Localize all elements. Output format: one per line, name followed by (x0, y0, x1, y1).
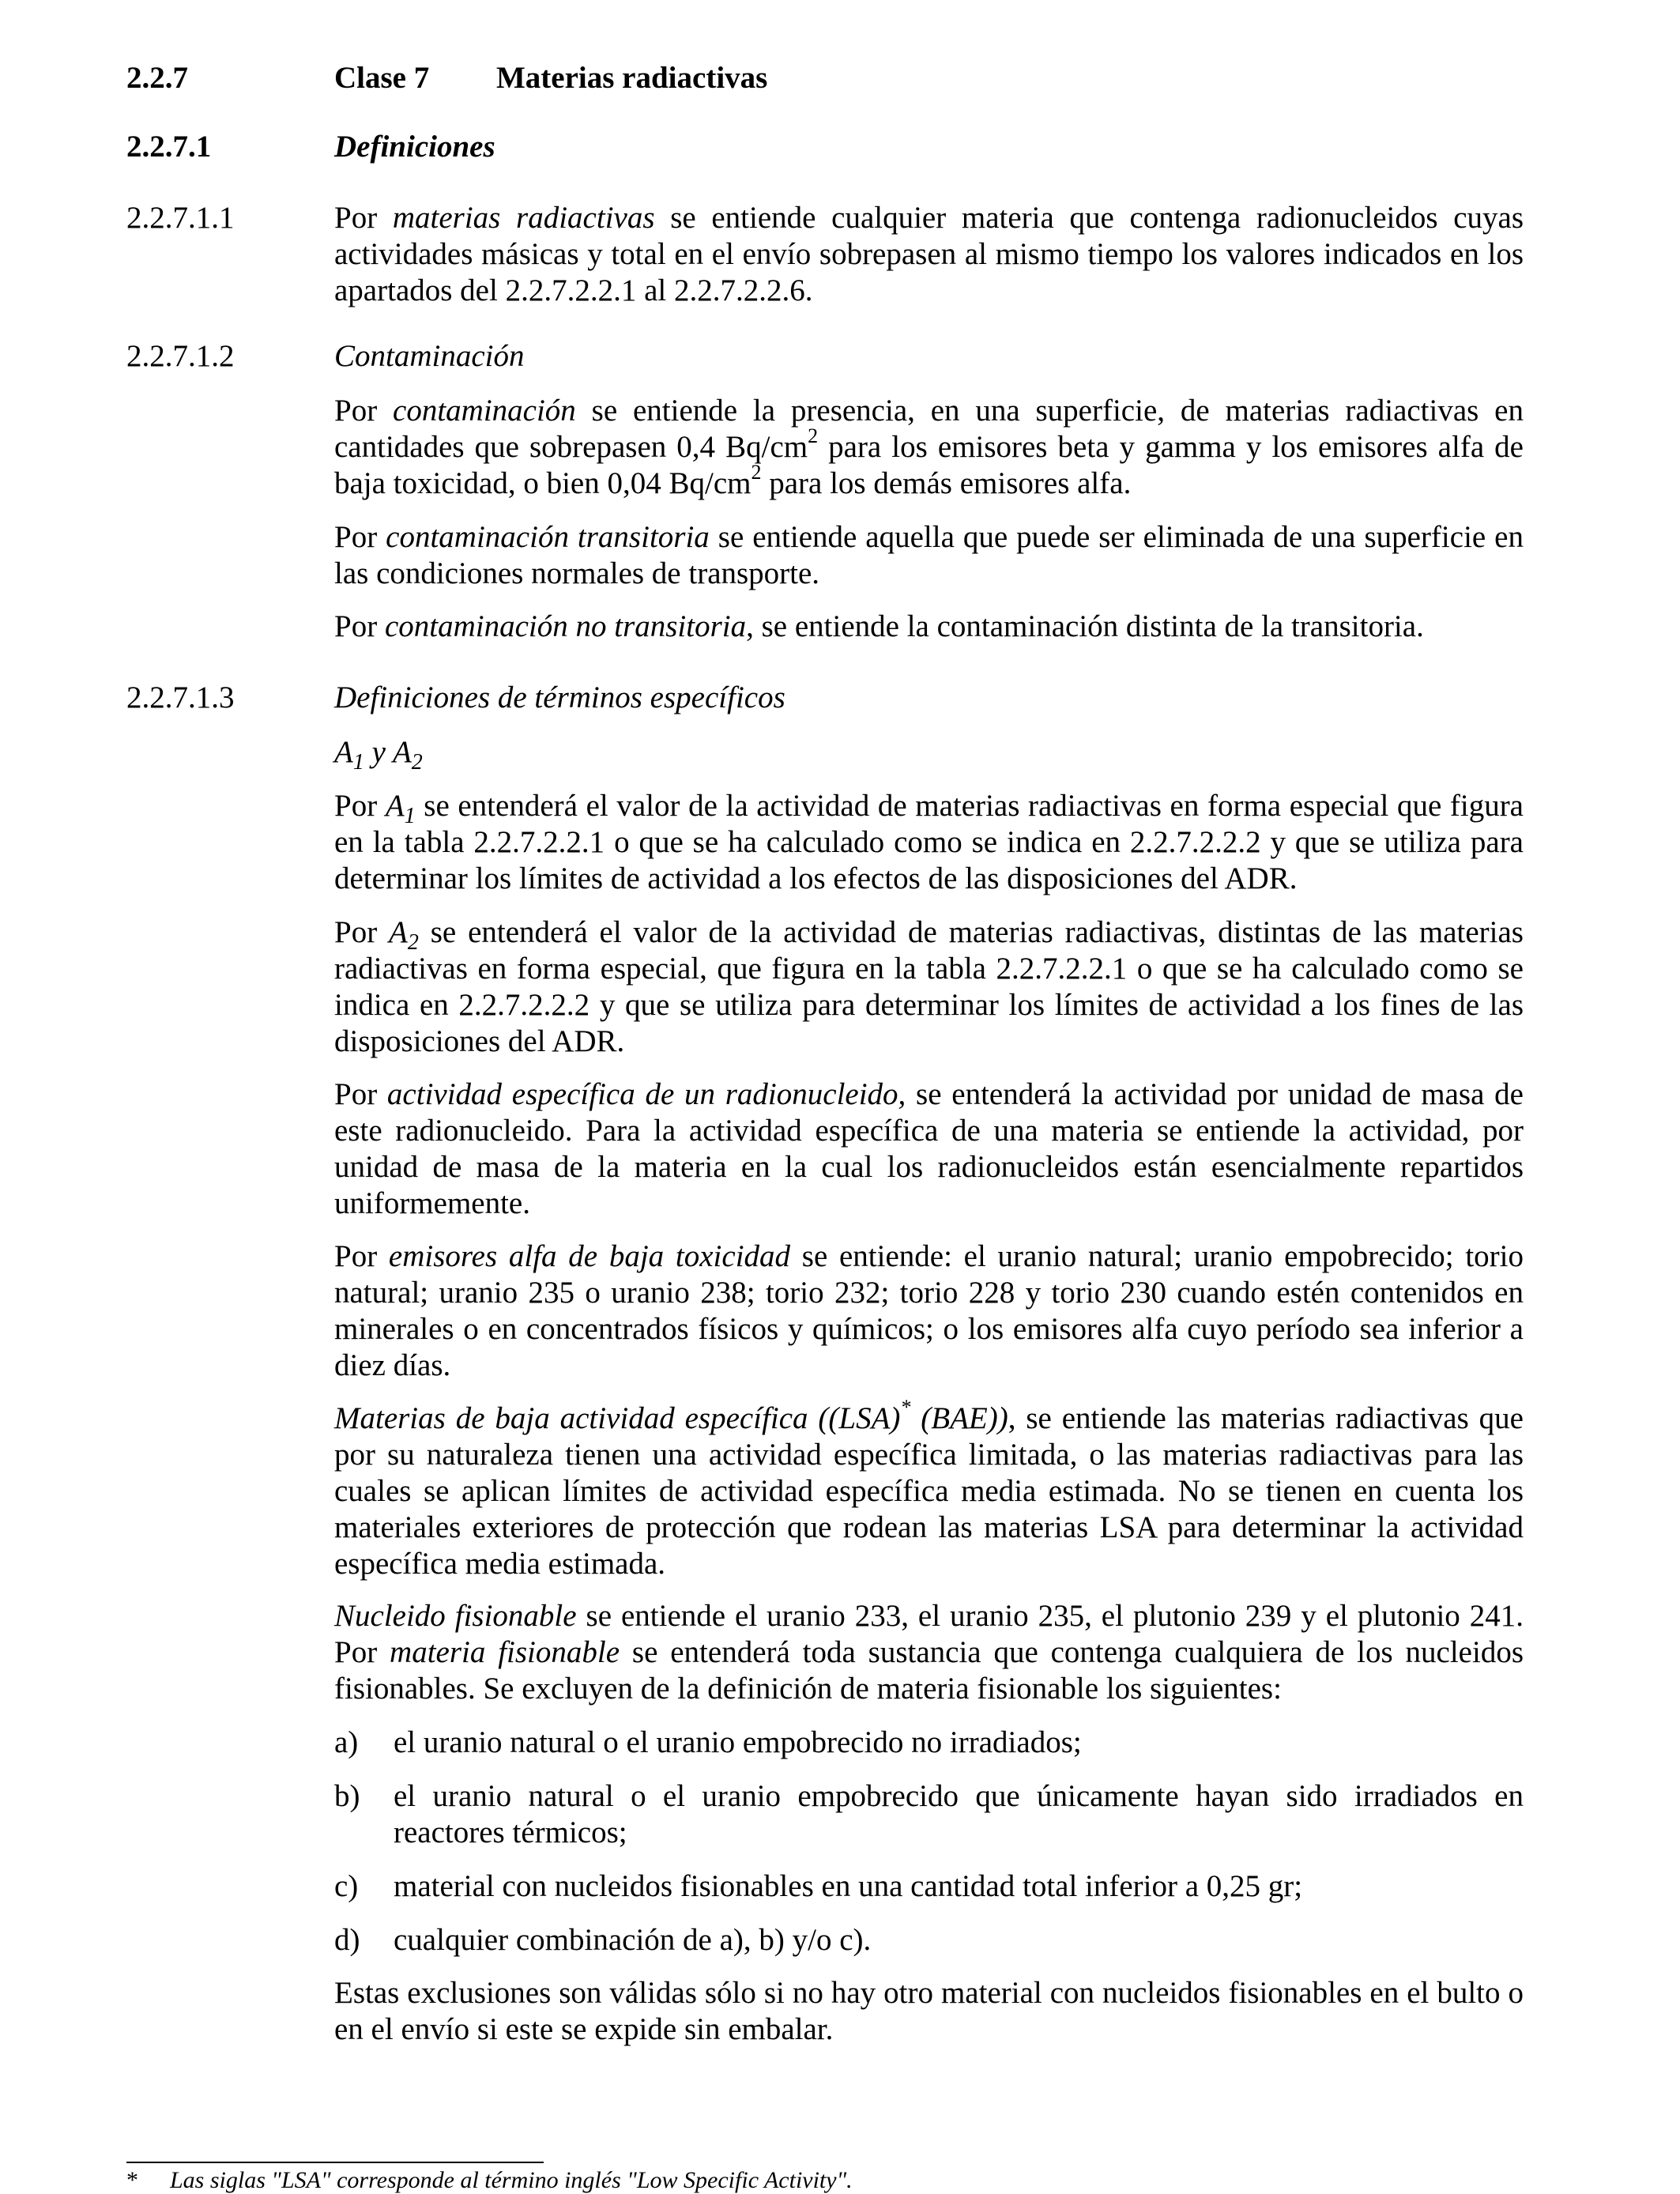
section-number-2-2-7-1-2: 2.2.7.1.2 (126, 339, 235, 373)
footnote-text: Las siglas "LSA" corresponde al término inglés "Low Specific Activity". (170, 2167, 853, 2193)
paragraph-emisores-alfa: Por emisores alfa de baja toxicidad se entiende: el uranio natural; uranio empobrecido; torio natural; uranio 235 o uranio 238; torio 232; torio 228 y torio 230 cuando estén contenidos en minerales o en concentrados físicos y químicos; o los emisores alfa cuyo período sea inferior a diez días. (334, 1239, 1524, 1382)
class-label: Clase 7 (334, 61, 430, 95)
list-item-label: d) (334, 1923, 360, 1957)
list-item-label: b) (334, 1779, 360, 1813)
section-number-2-2-7: 2.2.7 (126, 61, 188, 95)
paragraph-a1: Por $A_1$ se entenderá el valor de la actividad de materias radiactivas en forma especial que figura en la tabla 2.2.7.2.2.1 o que se ha calculado como se indica en 2.2.7.2.2.2 y que se utiliza para determinar los límites de actividad a los efectos de las disposiciones del ADR. (334, 789, 1524, 895)
section-number-2-2-7-1-1: 2.2.7.1.1 (126, 201, 235, 235)
paragraph-contaminacion-transitoria: Por contaminación transitoria se entiende aquella que puede ser eliminada de una superficie en las condiciones normales de transporte. (334, 520, 1524, 590)
paragraph-nucleido-fisionable: Nucleido fisionable se entiende el uranio 233, el uranio 235, el plutonio 239 y el plutonio 241. Por materia fisionable se entenderá toda sustancia que contenga cualquiera de los nucleidos fisionables. Se excluyen de la definición de materia fisionable los siguientes: (334, 1599, 1524, 1706)
list-item-text: el uranio natural o el uranio empobrecido que únicamente hayan sido irradiados en reactores térmicos; (394, 1779, 1524, 1849)
list-item-text: cualquier combinación de a), b) y/o c). (394, 1923, 872, 1957)
section-title-materias-radiactivas: Materias radiactivas (496, 61, 768, 95)
section-title-contaminacion: Contaminación (334, 339, 525, 373)
paragraph-a2: Por $A_2$ se entenderá el valor de la actividad de materias radiactivas, distintas de las materias radiactivas en forma especial, que figura en la tabla 2.2.7.2.2.1 o que se ha calculado como se indica en 2.2.7.2.2.2 y que se utiliza para determinar los límites de actividad a los fines de las disposiciones del ADR. (334, 915, 1524, 1058)
section-title-definiciones: Definiciones (334, 130, 495, 164)
list-item-label: c) (334, 1869, 359, 1903)
paragraph-lsa: Materias de baja actividad específica ((LSA)* (BAE)), se entiende las materias radiactivas que por su naturaleza tienen una actividad específica limitada, o las materias radiactivas para las cuales se aplican límites de actividad específica media estimada. No se tienen en cuenta los materiales exteriores de protección que rodean las materias LSA para determinar la actividad específica media estimada. (334, 1396, 1524, 1581)
section-title-definiciones-terminos: Definiciones de términos específicos (334, 680, 785, 714)
section-number-2-2-7-1: 2.2.7.1 (126, 130, 212, 164)
footnote (126, 2167, 853, 2194)
section-number-2-2-7-1-3: 2.2.7.1.3 (126, 680, 235, 714)
list-item-text: el uranio natural o el uranio empobrecido no irradiados; (394, 1725, 1082, 1759)
list-item-text: material con nucleidos fisionables en una cantidad total inferior a 0,25 gr; (394, 1869, 1303, 1903)
paragraph-contaminacion-no-transitoria: Por contaminación no transitoria, se entiende la contaminación distinta de la transitoria. (334, 609, 1424, 643)
list-item-label: a) (334, 1725, 359, 1759)
paragraph-exclusiones: Estas exclusiones son válidas sólo si no hay otro material con nucleidos fisionables en el bulto o en el envío si este se expide sin embalar. (334, 1976, 1524, 2046)
paragraph-materias-radiactivas: Por materias radiactivas se entiende cualquier materia que contenga radionucleidos cuyas actividades másicas y total en el envío sobrepasen al mismo tiempo los valores indicados en los apartados del 2.2.7.2.2.1 al 2.2.7.2.2.6. (334, 201, 1524, 307)
footnote-separator (126, 2162, 544, 2163)
subheading-a1-a2: $A_1$ y $A_2$ (334, 735, 423, 775)
paragraph-actividad-especifica: Por actividad específica de un radionucleido, se entenderá la actividad por unidad de masa de este radionucleido. Para la actividad específica de una materia se entiende la actividad, por unidad de masa de la materia en la cual los radionucleidos están esencialmente repartidos uniformemente. (334, 1077, 1524, 1220)
paragraph-contaminacion: Por contaminación se entiende la presencia, en una superficie, de materias radiactivas en cantidades que sobrepasen 0,4 $Bq/cm^2$ para los emisores beta y gamma y los emisores alfa de baja toxicidad, o bien 0,04 $Bq/cm^2$ para los demás emisores alfa. (334, 394, 1524, 500)
footnote-mark: * (126, 2167, 138, 2193)
